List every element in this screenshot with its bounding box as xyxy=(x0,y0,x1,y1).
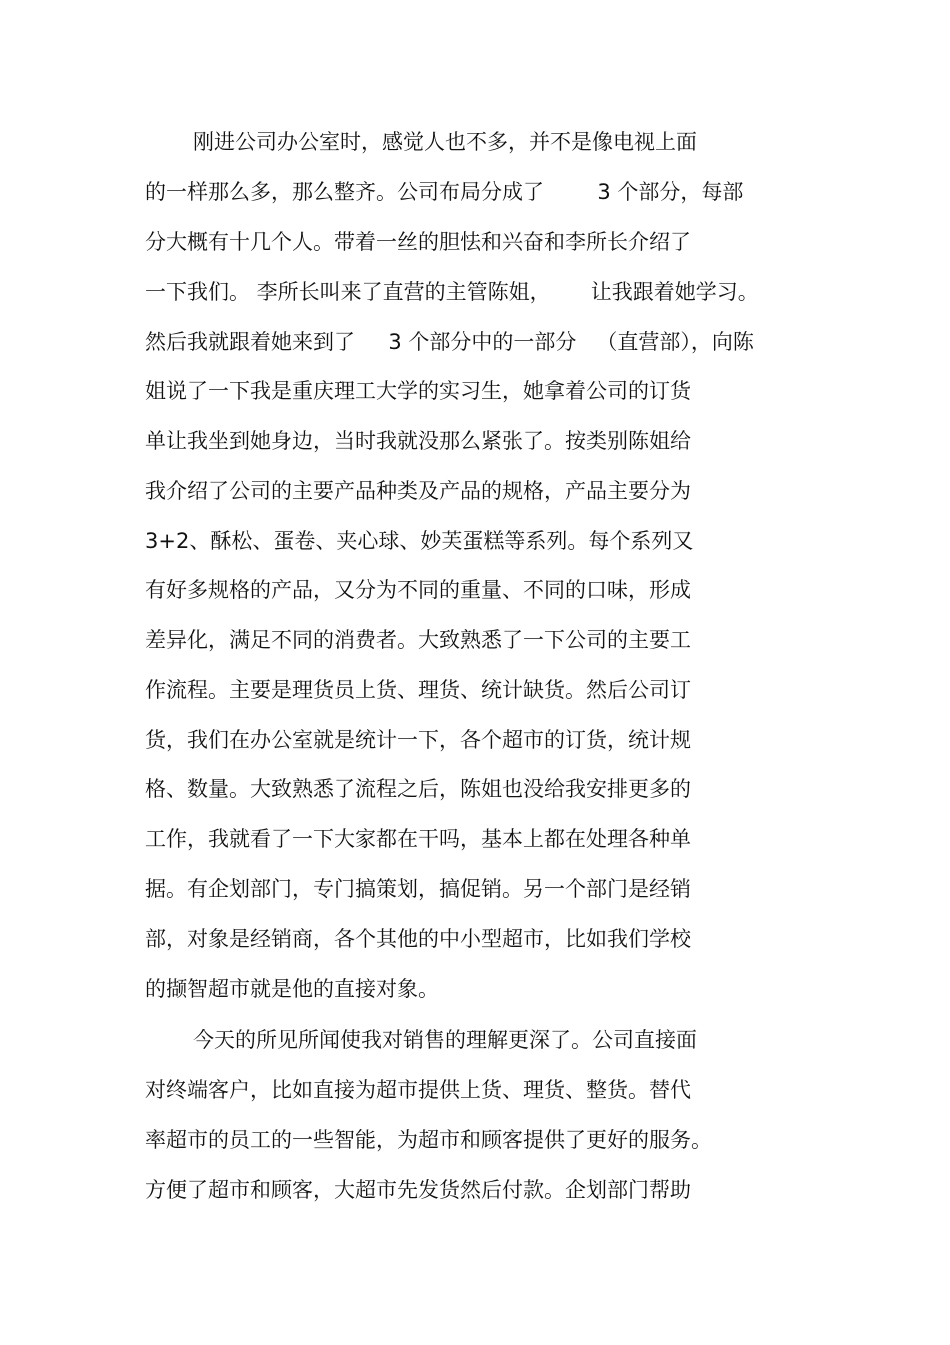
text-line: 的一样那么多，那么整齐。公司布局分成了 3 个部分，每部 xyxy=(145,180,744,204)
text-line: 姐说了一下我是重庆理工大学的实习生，她拿着公司的订货 xyxy=(145,379,691,403)
text-line: 有好多规格的产品，又分为不同的重量、不同的口味，形成 xyxy=(145,578,691,602)
text-line: 刚进公司办公室时，感觉人也不多，并不是像电视上面 xyxy=(193,130,697,154)
text-line: 方便了超市和顾客，大超市先发货然后付款。企划部门帮助 xyxy=(145,1178,691,1202)
text-line: 对终端客户，比如直接为超市提供上货、理货、整货。替代 xyxy=(145,1078,691,1102)
text-line: 作流程。主要是理货员上货、理货、统计缺货。然后公司订 xyxy=(145,678,691,702)
text-line: 货，我们在办公室就是统计一下，各个超市的订货，统计规 xyxy=(145,728,691,752)
text-line: 部，对象是经销商，各个其他的中小型超市，比如我们学校 xyxy=(145,927,691,951)
text-line: 差异化，满足不同的消费者。大致熟悉了一下公司的主要工 xyxy=(145,628,691,652)
text-line: 工作，我就看了一下大家都在干吗，基本上都在处理各种单 xyxy=(145,827,691,851)
text-line: 一下我们。 李所长叫来了直营的主管陈姐， 让我跟着她学习。 xyxy=(145,280,759,304)
text-line: 格、数量。大致熟悉了流程之后，陈姐也没给我安排更多的 xyxy=(145,777,691,801)
text-line: 今天的所见所闻使我对销售的理解更深了。公司直接面 xyxy=(193,1028,697,1052)
text-line: 的撷智超市就是他的直接对象。 xyxy=(145,977,439,1001)
text-line: 然后我就跟着她来到了 3 个部分中的一部分 （直营部），向陈 xyxy=(145,330,754,354)
text-line: 据。有企划部门，专门搞策划，搞促销。另一个部门是经销 xyxy=(145,877,691,901)
text-line: 我介绍了公司的主要产品种类及产品的规格，产品主要分为 xyxy=(145,479,691,503)
text-line: 分大概有十几个人。带着一丝的胆怯和兴奋和李所长介绍了 xyxy=(145,230,691,254)
text-line: 3+2、酥松、蛋卷、夹心球、妙芙蛋糕等系列。每个系列又 xyxy=(145,529,694,553)
text-line: 率超市的员工的一些智能，为超市和顾客提供了更好的服务。 xyxy=(145,1128,712,1152)
text-line: 单让我坐到她身边，当时我就没那么紧张了。按类别陈姐给 xyxy=(145,429,691,453)
